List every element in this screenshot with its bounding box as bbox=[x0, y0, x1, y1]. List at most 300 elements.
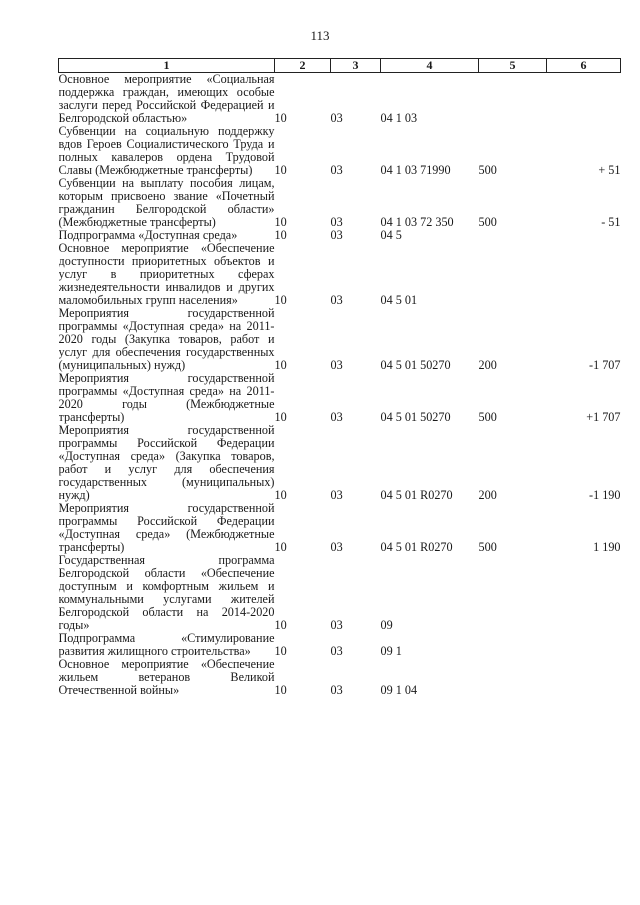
expense-type-code bbox=[479, 645, 547, 658]
empty-cell bbox=[331, 372, 381, 385]
empty-cell bbox=[381, 502, 479, 515]
empty-cell bbox=[547, 554, 621, 567]
amount-change bbox=[547, 645, 621, 658]
description-line: Белгородской областью» bbox=[58, 112, 188, 125]
empty-cell bbox=[331, 307, 381, 320]
empty-cell bbox=[275, 567, 331, 580]
description-line: Субвенции на социальную поддержку bbox=[58, 125, 275, 138]
row-description bbox=[59, 372, 275, 385]
target-article-code: 04 1 03 72 350 bbox=[380, 215, 454, 229]
empty-cell bbox=[547, 177, 621, 190]
expense-type-code bbox=[479, 112, 547, 125]
empty-cell bbox=[547, 99, 621, 112]
target-article-code: 04 1 03 71990 bbox=[380, 163, 451, 177]
row-description bbox=[59, 333, 275, 346]
description-line: Отечественной войны» bbox=[58, 684, 180, 697]
description-line: «Доступная среда» (Закупка товаров, bbox=[58, 450, 275, 463]
amount-change: +1 707 bbox=[586, 410, 621, 424]
table-row-line bbox=[59, 320, 621, 333]
empty-cell bbox=[381, 242, 479, 255]
description-line: жизнедеятельности инвалидов и других bbox=[58, 281, 275, 294]
row-description bbox=[59, 242, 275, 255]
table-row-line bbox=[59, 86, 621, 99]
row-description bbox=[59, 437, 275, 450]
empty-cell bbox=[547, 463, 621, 476]
empty-cell bbox=[381, 73, 479, 87]
empty-cell bbox=[547, 138, 621, 151]
empty-cell bbox=[479, 671, 547, 684]
empty-cell bbox=[331, 424, 381, 437]
empty-cell bbox=[479, 658, 547, 671]
section-code: 10 bbox=[274, 215, 287, 229]
table-body bbox=[59, 73, 621, 698]
empty-cell bbox=[381, 268, 479, 281]
empty-cell bbox=[275, 437, 331, 450]
empty-cell bbox=[331, 450, 381, 463]
table-row-line bbox=[59, 125, 621, 138]
empty-cell bbox=[547, 255, 621, 268]
row-description bbox=[59, 515, 275, 528]
expense-type-code bbox=[479, 684, 547, 697]
column-header-4: 4 bbox=[381, 59, 479, 73]
description-line: Подпрограмма «Стимулирование bbox=[58, 632, 275, 645]
section-code: 10 bbox=[274, 488, 287, 502]
empty-cell bbox=[381, 515, 479, 528]
empty-cell bbox=[381, 424, 479, 437]
description-line: услуг в приоритетных сферах bbox=[58, 268, 275, 281]
description-line: полных кавалеров ордена Трудовой bbox=[58, 151, 275, 164]
empty-cell bbox=[331, 320, 381, 333]
empty-cell bbox=[331, 177, 381, 190]
page-number: 113 bbox=[310, 28, 330, 43]
empty-cell bbox=[547, 593, 621, 606]
empty-cell bbox=[331, 554, 381, 567]
row-description bbox=[59, 502, 275, 515]
empty-cell bbox=[275, 268, 331, 281]
description-line: (муниципальных) нужд) bbox=[58, 359, 186, 372]
empty-cell bbox=[275, 320, 331, 333]
description-line: трансферты) bbox=[58, 541, 125, 554]
description-line: Мероприятия государственной bbox=[58, 307, 275, 320]
subsection-code: 03 bbox=[330, 111, 343, 125]
description-line: 2020 годы (Межбюджетные bbox=[58, 398, 275, 411]
row-description bbox=[59, 307, 275, 320]
empty-cell bbox=[381, 255, 479, 268]
table-row-line bbox=[59, 541, 621, 554]
row-description bbox=[59, 216, 275, 229]
column-header-6: 6 bbox=[547, 59, 621, 73]
table-row-line bbox=[59, 437, 621, 450]
empty-cell bbox=[381, 307, 479, 320]
empty-cell bbox=[547, 567, 621, 580]
amount-change bbox=[547, 684, 621, 697]
empty-cell bbox=[479, 502, 547, 515]
row-description bbox=[59, 138, 275, 151]
table-row-line bbox=[59, 515, 621, 528]
table-row-line bbox=[59, 593, 621, 606]
target-article-code: 04 5 01 50270 bbox=[380, 410, 451, 424]
row-description bbox=[59, 268, 275, 281]
empty-cell bbox=[331, 502, 381, 515]
section-code: 10 bbox=[274, 618, 287, 632]
empty-cell bbox=[275, 255, 331, 268]
empty-cell bbox=[547, 86, 621, 99]
empty-cell bbox=[275, 138, 331, 151]
table-row-line bbox=[59, 190, 621, 203]
description-line: Мероприятия государственной bbox=[58, 502, 275, 515]
empty-cell bbox=[479, 320, 547, 333]
empty-cell bbox=[381, 463, 479, 476]
empty-cell bbox=[479, 385, 547, 398]
row-description bbox=[59, 658, 275, 671]
row-description bbox=[59, 450, 275, 463]
empty-cell bbox=[381, 385, 479, 398]
description-line: услуг для обеспечения государственных bbox=[58, 346, 275, 359]
amount-change bbox=[547, 229, 621, 242]
empty-cell bbox=[479, 372, 547, 385]
empty-cell bbox=[479, 463, 547, 476]
empty-cell bbox=[275, 73, 331, 87]
empty-cell bbox=[547, 281, 621, 294]
description-line: развития жилищного строительства» bbox=[58, 645, 251, 658]
expense-type-code bbox=[479, 229, 547, 242]
empty-cell bbox=[381, 554, 479, 567]
row-description bbox=[59, 99, 275, 112]
empty-cell bbox=[331, 73, 381, 87]
subsection-code: 03 bbox=[330, 683, 343, 697]
subsection-code: 03 bbox=[330, 644, 343, 658]
subsection-code: 03 bbox=[330, 488, 343, 502]
column-header-5: 5 bbox=[479, 59, 547, 73]
amount-change: -1 190 bbox=[589, 488, 621, 502]
description-line: работ и услуг для обеспечения bbox=[58, 463, 275, 476]
table-row-line bbox=[59, 502, 621, 515]
empty-cell bbox=[331, 463, 381, 476]
amount-change: - 51 bbox=[601, 215, 621, 229]
description-line: которым присвоено звание «Почетный bbox=[58, 190, 275, 203]
empty-cell bbox=[275, 515, 331, 528]
empty-cell bbox=[547, 320, 621, 333]
empty-cell bbox=[381, 86, 479, 99]
empty-cell bbox=[479, 424, 547, 437]
description-line: Белгородской области «Обеспечение bbox=[58, 567, 275, 580]
row-description bbox=[59, 255, 275, 268]
empty-cell bbox=[547, 125, 621, 138]
empty-cell bbox=[547, 606, 621, 619]
description-line: государственных (муниципальных) bbox=[58, 476, 275, 489]
empty-cell bbox=[479, 125, 547, 138]
description-line: жильем ветеранов Великой bbox=[58, 671, 275, 684]
row-description bbox=[59, 281, 275, 294]
empty-cell bbox=[547, 385, 621, 398]
target-article-code: 09 bbox=[380, 618, 393, 632]
empty-cell bbox=[547, 307, 621, 320]
empty-cell bbox=[331, 593, 381, 606]
section-code: 10 bbox=[274, 293, 287, 307]
amount-change bbox=[547, 112, 621, 125]
empty-cell bbox=[275, 125, 331, 138]
description-line: Подпрограмма «Доступная среда» bbox=[58, 229, 238, 242]
empty-cell bbox=[547, 671, 621, 684]
empty-cell bbox=[275, 190, 331, 203]
table-row-line bbox=[59, 229, 621, 242]
expense-type-code: 500 bbox=[478, 410, 497, 424]
table-row-line bbox=[59, 112, 621, 125]
empty-cell bbox=[275, 177, 331, 190]
description-line: доступным и комфортным жильем и bbox=[58, 580, 275, 593]
table-row-line bbox=[59, 489, 621, 502]
empty-cell bbox=[381, 437, 479, 450]
empty-cell bbox=[331, 333, 381, 346]
section-code: 10 bbox=[274, 163, 287, 177]
empty-cell bbox=[275, 424, 331, 437]
empty-cell bbox=[479, 593, 547, 606]
empty-cell bbox=[479, 281, 547, 294]
empty-cell bbox=[381, 567, 479, 580]
empty-cell bbox=[331, 437, 381, 450]
row-description bbox=[59, 567, 275, 580]
description-line: Славы (Межбюджетные трансферты) bbox=[58, 164, 253, 177]
table-row-line bbox=[59, 645, 621, 658]
table-row-line bbox=[59, 619, 621, 632]
empty-cell bbox=[479, 437, 547, 450]
amount-change: + 51 bbox=[598, 163, 621, 177]
target-article-code: 04 1 03 bbox=[380, 111, 418, 125]
table-row-line bbox=[59, 242, 621, 255]
target-article-code: 09 1 04 bbox=[380, 683, 418, 697]
empty-cell bbox=[275, 307, 331, 320]
expense-type-code bbox=[479, 294, 547, 307]
section-code: 10 bbox=[274, 644, 287, 658]
table-row-line bbox=[59, 411, 621, 424]
empty-cell bbox=[331, 268, 381, 281]
column-header-3: 3 bbox=[331, 59, 381, 73]
description-line: Белгородской области на 2014-2020 bbox=[58, 606, 275, 619]
empty-cell bbox=[479, 632, 547, 645]
empty-cell bbox=[331, 515, 381, 528]
subsection-code: 03 bbox=[330, 618, 343, 632]
row-description bbox=[59, 606, 275, 619]
empty-cell bbox=[331, 190, 381, 203]
section-code: 10 bbox=[274, 410, 287, 424]
row-description bbox=[59, 385, 275, 398]
row-description bbox=[59, 177, 275, 190]
row-description bbox=[59, 541, 275, 554]
empty-cell bbox=[381, 658, 479, 671]
empty-cell bbox=[547, 450, 621, 463]
empty-cell bbox=[479, 333, 547, 346]
empty-cell bbox=[381, 606, 479, 619]
subsection-code: 03 bbox=[330, 215, 343, 229]
empty-cell bbox=[479, 567, 547, 580]
amount-change bbox=[547, 294, 621, 307]
empty-cell bbox=[381, 320, 479, 333]
empty-cell bbox=[479, 450, 547, 463]
row-description bbox=[59, 125, 275, 138]
section-code: 10 bbox=[274, 111, 287, 125]
row-description bbox=[59, 86, 275, 99]
empty-cell bbox=[275, 580, 331, 593]
empty-cell bbox=[381, 177, 479, 190]
empty-cell bbox=[479, 86, 547, 99]
row-description bbox=[59, 476, 275, 489]
amount-change bbox=[547, 619, 621, 632]
row-description bbox=[59, 528, 275, 541]
empty-cell bbox=[331, 580, 381, 593]
description-line: Субвенции на выплату пособия лицам, bbox=[58, 177, 275, 190]
row-description bbox=[59, 112, 275, 125]
empty-cell bbox=[547, 190, 621, 203]
empty-cell bbox=[275, 385, 331, 398]
row-description bbox=[59, 320, 275, 333]
row-description bbox=[59, 229, 275, 242]
empty-cell bbox=[381, 372, 479, 385]
empty-cell bbox=[547, 658, 621, 671]
description-line: вдов Героев Социалистического Труда и bbox=[58, 138, 275, 151]
table-row-line bbox=[59, 333, 621, 346]
expense-type-code: 500 bbox=[478, 540, 497, 554]
empty-cell bbox=[331, 567, 381, 580]
description-line: трансферты) bbox=[58, 411, 125, 424]
empty-cell bbox=[547, 73, 621, 87]
empty-cell bbox=[479, 268, 547, 281]
table-row-line bbox=[59, 255, 621, 268]
table-row-line bbox=[59, 580, 621, 593]
empty-cell bbox=[381, 593, 479, 606]
empty-cell bbox=[479, 255, 547, 268]
description-line: Мероприятия государственной bbox=[58, 372, 275, 385]
description-line: доступности приоритетных объектов и bbox=[58, 255, 275, 268]
empty-cell bbox=[381, 333, 479, 346]
description-line: коммунальными услугами жителей bbox=[58, 593, 275, 606]
empty-cell bbox=[275, 372, 331, 385]
empty-cell bbox=[381, 125, 479, 138]
description-line: Основное мероприятие «Обеспечение bbox=[58, 658, 275, 671]
section-code: 10 bbox=[274, 683, 287, 697]
table-row-line bbox=[59, 164, 621, 177]
target-article-code: 09 1 bbox=[380, 644, 402, 658]
description-line: программы «Доступная среда» на 2011- bbox=[58, 385, 275, 398]
expense-type-code: 500 bbox=[478, 163, 497, 177]
row-description bbox=[59, 632, 275, 645]
row-description bbox=[59, 554, 275, 567]
empty-cell bbox=[275, 554, 331, 567]
description-line: «Доступная среда» (Межбюджетные bbox=[58, 528, 275, 541]
row-description bbox=[59, 619, 275, 632]
description-line: программы Российской Федерации bbox=[58, 437, 275, 450]
target-article-code: 04 5 01 R0270 bbox=[380, 488, 453, 502]
empty-cell bbox=[547, 502, 621, 515]
empty-cell bbox=[479, 99, 547, 112]
empty-cell bbox=[479, 177, 547, 190]
subsection-code: 03 bbox=[330, 228, 343, 242]
amount-change: -1 707 bbox=[589, 358, 621, 372]
empty-cell bbox=[275, 593, 331, 606]
expense-type-code: 200 bbox=[478, 358, 497, 372]
empty-cell bbox=[547, 333, 621, 346]
empty-cell bbox=[331, 255, 381, 268]
subsection-code: 03 bbox=[330, 358, 343, 372]
empty-cell bbox=[275, 242, 331, 255]
table-row-line bbox=[59, 307, 621, 320]
row-description bbox=[59, 190, 275, 203]
description-line: программы Российской Федерации bbox=[58, 515, 275, 528]
table-row-line bbox=[59, 684, 621, 697]
empty-cell bbox=[479, 580, 547, 593]
description-line: Мероприятия государственной bbox=[58, 424, 275, 437]
empty-cell bbox=[275, 658, 331, 671]
empty-cell bbox=[275, 450, 331, 463]
column-header-1: 1 bbox=[59, 59, 275, 73]
description-line: 2020 годы (Закупка товаров, работ и bbox=[58, 333, 275, 346]
empty-cell bbox=[479, 554, 547, 567]
empty-cell bbox=[479, 138, 547, 151]
amount-change: 1 190 bbox=[593, 540, 621, 554]
empty-cell bbox=[479, 242, 547, 255]
table-row-line bbox=[59, 177, 621, 190]
table-row-line bbox=[59, 450, 621, 463]
description-line: нужд) bbox=[58, 489, 90, 502]
expense-type-code: 500 bbox=[478, 215, 497, 229]
expense-type-code: 200 bbox=[478, 488, 497, 502]
empty-cell bbox=[547, 424, 621, 437]
table-row-line bbox=[59, 463, 621, 476]
empty-cell bbox=[275, 502, 331, 515]
subsection-code: 03 bbox=[330, 163, 343, 177]
row-description bbox=[59, 164, 275, 177]
empty-cell bbox=[331, 125, 381, 138]
section-code: 10 bbox=[274, 540, 287, 554]
table-row-line bbox=[59, 138, 621, 151]
row-description bbox=[59, 671, 275, 684]
description-line: поддержка граждан, имеющих особые bbox=[58, 86, 275, 99]
target-article-code: 04 5 01 R0270 bbox=[380, 540, 453, 554]
table-row-line bbox=[59, 554, 621, 567]
description-line: заслуги перед Российской Федерацией и bbox=[58, 99, 275, 112]
description-line: маломобильных групп населения» bbox=[58, 294, 238, 307]
description-line: гражданин Белгородской области» bbox=[58, 203, 275, 216]
empty-cell bbox=[547, 632, 621, 645]
row-description bbox=[59, 684, 275, 697]
target-article-code: 04 5 01 bbox=[380, 293, 418, 307]
description-line: годы» bbox=[58, 619, 90, 632]
empty-cell bbox=[381, 190, 479, 203]
target-article-code: 04 5 01 50270 bbox=[380, 358, 451, 372]
row-description bbox=[59, 463, 275, 476]
target-article-code: 04 5 bbox=[380, 228, 402, 242]
empty-cell bbox=[275, 333, 331, 346]
empty-cell bbox=[547, 515, 621, 528]
row-description bbox=[59, 203, 275, 216]
table-row-line bbox=[59, 385, 621, 398]
row-description bbox=[59, 294, 275, 307]
empty-cell bbox=[331, 86, 381, 99]
empty-cell bbox=[331, 385, 381, 398]
table-row-line bbox=[59, 567, 621, 580]
empty-cell bbox=[381, 138, 479, 151]
description-line: Основное мероприятие «Социальная bbox=[58, 73, 275, 86]
row-description bbox=[59, 398, 275, 411]
table-row-line bbox=[59, 73, 621, 87]
empty-cell bbox=[479, 606, 547, 619]
row-description bbox=[59, 489, 275, 502]
row-description bbox=[59, 580, 275, 593]
empty-cell bbox=[547, 437, 621, 450]
description-line: Основное мероприятие «Обеспечение bbox=[58, 242, 275, 255]
section-code: 10 bbox=[274, 358, 287, 372]
subsection-code: 03 bbox=[330, 540, 343, 554]
empty-cell bbox=[547, 242, 621, 255]
